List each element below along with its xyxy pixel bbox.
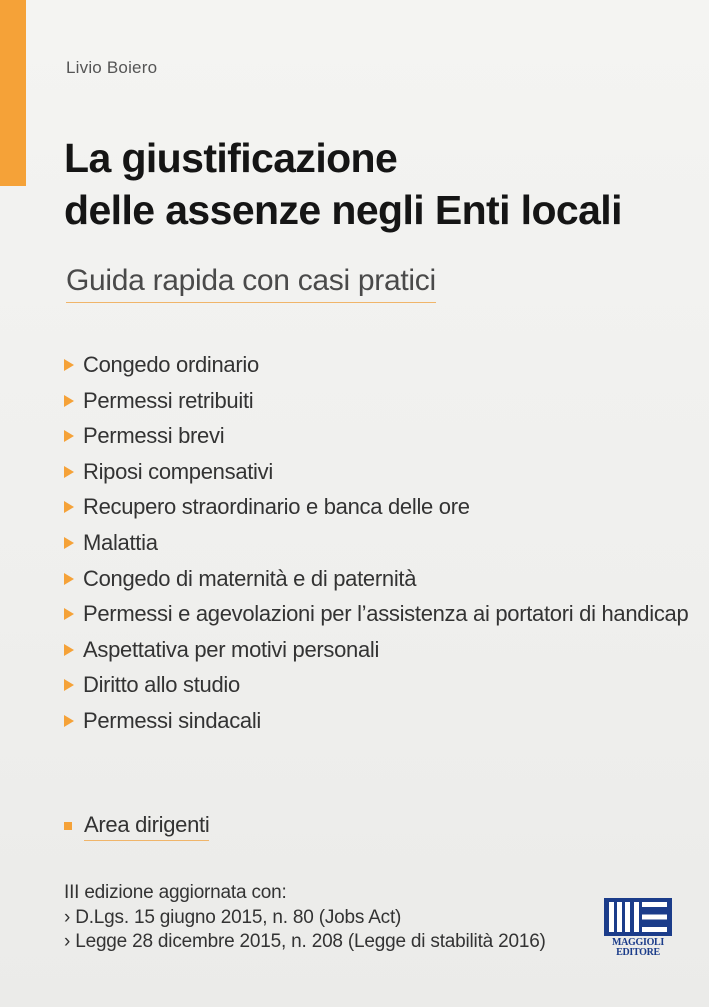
topic-label: Riposi compensativi xyxy=(83,458,273,484)
list-item xyxy=(64,706,688,742)
publisher-logo xyxy=(604,898,672,958)
edition-heading: III edizione aggiornata con: xyxy=(64,882,287,903)
topic-label: Permessi retribuiti xyxy=(83,387,254,413)
list-item xyxy=(64,635,688,671)
author-name: Livio Boiero xyxy=(66,58,158,77)
topic-label: Diritto allo studio xyxy=(83,672,240,698)
triangle-bullet-icon xyxy=(64,501,74,513)
edition-item: › Legge 28 dicembre 2015, n. 208 (Legge di stabilità 2016) xyxy=(64,931,546,952)
square-bullet-icon xyxy=(64,822,72,830)
triangle-bullet-icon xyxy=(64,359,74,371)
topic-label: Congedo ordinario xyxy=(83,352,259,377)
list-item xyxy=(64,564,688,600)
topic-label: Permessi brevi xyxy=(83,423,225,449)
list-item xyxy=(64,492,688,528)
triangle-bullet-icon xyxy=(64,644,74,656)
triangle-bullet-icon xyxy=(64,537,74,549)
maggioli-logo-icon xyxy=(604,898,672,936)
triangle-bullet-icon xyxy=(64,573,74,585)
list-item xyxy=(64,670,688,706)
topic-label: Recupero straordinario e banca delle ore xyxy=(83,494,470,520)
triangle-bullet-icon xyxy=(64,466,74,478)
triangle-bullet-icon xyxy=(64,679,74,691)
area-label: Area dirigenti xyxy=(84,812,209,841)
edition-item: › D.Lgs. 15 giugno 2015, n. 80 (Jobs Act) xyxy=(64,906,402,928)
topic-label: Congedo di maternità e di paternità xyxy=(83,565,417,591)
triangle-bullet-icon xyxy=(64,395,74,407)
list-item xyxy=(64,350,688,386)
topic-label: Aspettativa per motivi personali xyxy=(83,636,380,662)
publisher-name xyxy=(604,938,672,958)
edition-notes xyxy=(64,881,546,955)
topics-list xyxy=(64,350,688,742)
topic-label: Permessi sindacali xyxy=(83,707,262,733)
list-item xyxy=(64,528,688,564)
list-item xyxy=(64,386,688,422)
list-item xyxy=(64,599,688,635)
triangle-bullet-icon xyxy=(64,608,74,620)
triangle-bullet-icon xyxy=(64,715,74,727)
topic-label: Malattia xyxy=(83,529,158,555)
list-item xyxy=(64,457,688,493)
title-line-1: La giustificazione xyxy=(64,135,398,181)
list-item xyxy=(64,421,688,457)
publisher-line-2: EDITORE xyxy=(616,947,660,958)
triangle-bullet-icon xyxy=(64,430,74,442)
topic-label: Permessi e agevolazioni per l’assistenza ai portatori di handicap xyxy=(83,601,689,627)
book-subtitle: Guida rapida con casi pratici xyxy=(66,264,436,303)
area-dirigenti xyxy=(64,812,209,841)
title-line-2: delle assenze negli Enti locali xyxy=(64,187,622,233)
book-title xyxy=(64,132,684,236)
orange-accent-tab xyxy=(0,0,26,186)
publisher-line-1: MAGGIOLI xyxy=(611,937,665,948)
